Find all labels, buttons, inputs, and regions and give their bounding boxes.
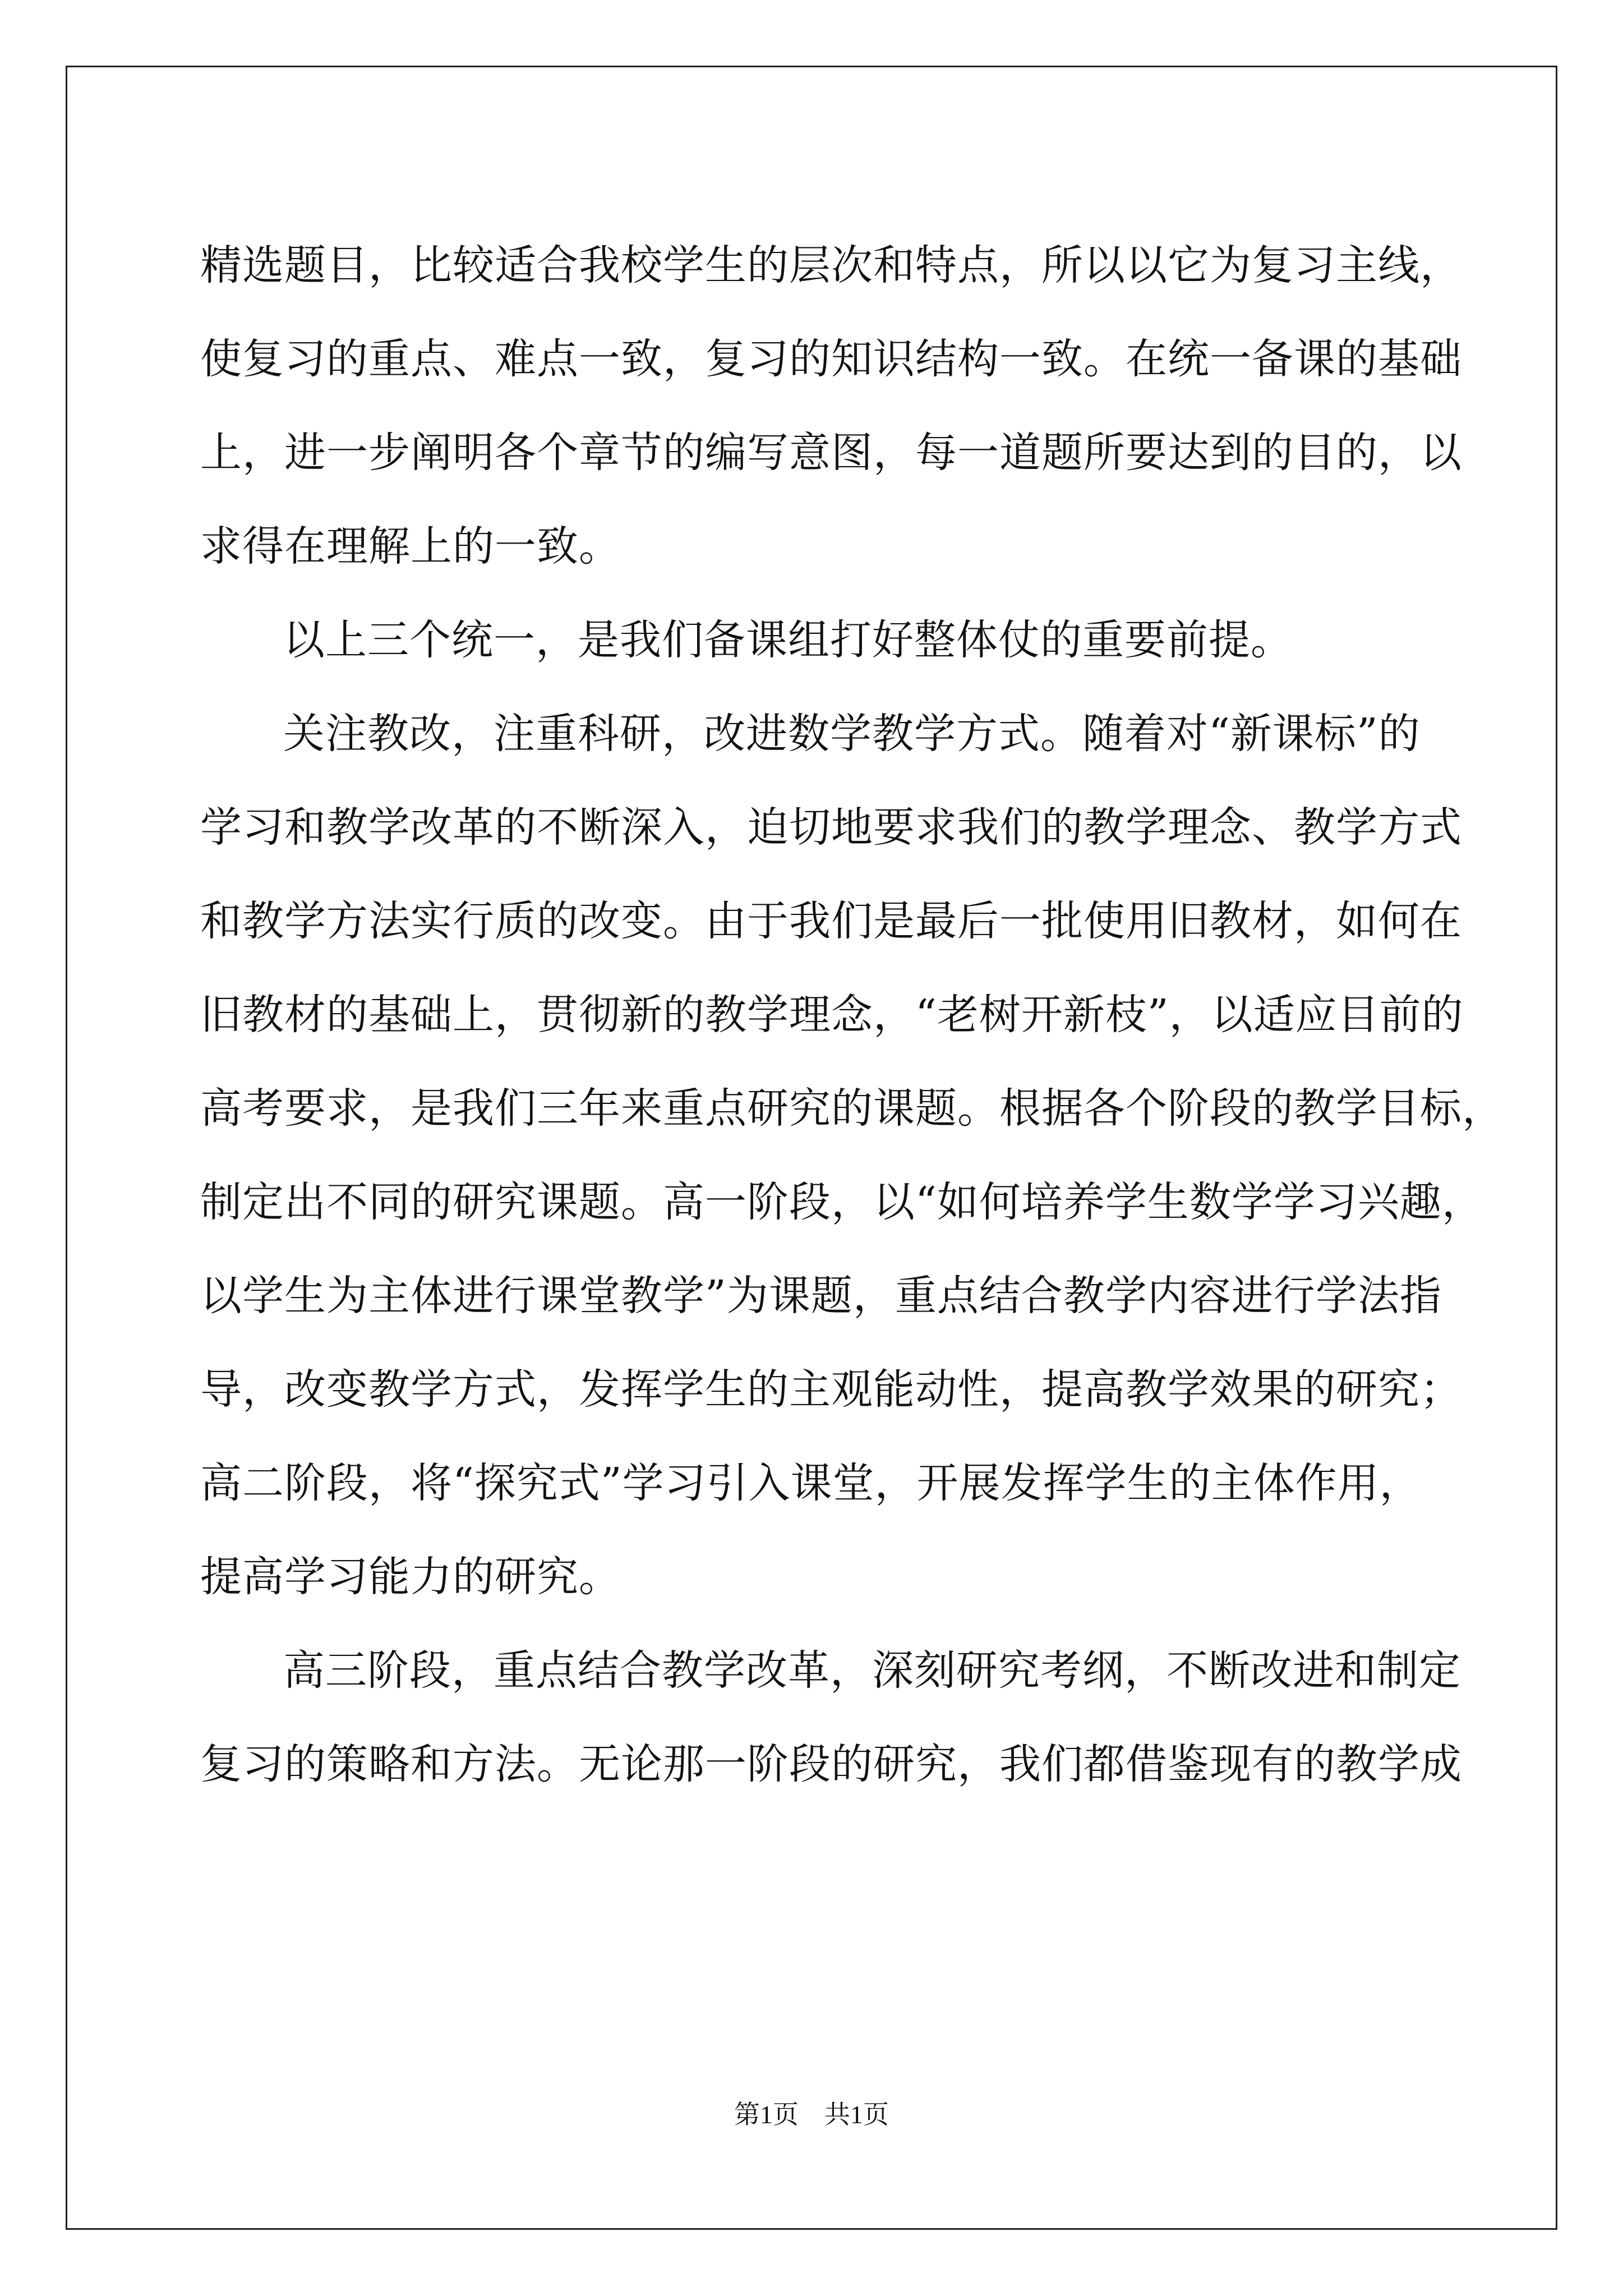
text-line: 高二阶段，将“探究式”学习引入课堂，开展发挥学生的主体作用，: [200, 1459, 1422, 1507]
text-line: 旧教材的基础上，贯彻新的教学理念，“老树开新枝”，以适应目前的: [200, 991, 1464, 1039]
text-line: 使复习的重点、难点一致，复习的知识结构一致。在统一备课的基础: [200, 335, 1462, 383]
paragraph: [200, 687, 1504, 1624]
text-line: 上，进一步阐明各个章节的编写意图，每一道题所要达到的目的，以: [200, 429, 1462, 477]
paragraph: [200, 593, 1434, 687]
text-line: 求得在理解上的一致。: [200, 522, 621, 570]
text-line: 以上三个统一，是我们备课组打好整体仗的重要前提。: [283, 616, 1293, 664]
text-line: 提高学习能力的研究。: [200, 1553, 621, 1601]
text-line: 制定出不同的研究课题。高一阶段，以“如何培养学生数学学习兴趣，: [200, 1178, 1484, 1226]
page-footer: 第1页 共1页: [734, 2100, 889, 2129]
text-line: 导，改变教学方式，发挥学生的主观能动性，提高教学效果的研究；: [200, 1365, 1462, 1414]
text-line: 以学生为主体进行课堂教学”为课题，重点结合教学内容进行学法指: [200, 1272, 1442, 1320]
paragraph: [200, 219, 1462, 593]
text-line: 和教学方法实行质的改变。由于我们是最后一批使用旧教材，如何在: [200, 897, 1462, 945]
text-line: 高考要求，是我们三年来重点研究的课题。根据各个阶段的教学目标，: [200, 1084, 1504, 1133]
text-line: 关注教改，注重科研，改进数学教学方式。随着对“新课标”的: [283, 710, 1421, 758]
text-line: 高三阶段，重点结合教学改革，深刻研究考纲，不断改进和制定: [283, 1646, 1461, 1695]
text-line: 学习和教学改革的不断深入，迫切地要求我们的教学理念、教学方式: [200, 803, 1462, 852]
text-line: 复习的策略和方法。无论那一阶段的研究，我们都借鉴现有的教学成: [200, 1740, 1462, 1788]
paragraph: [200, 1624, 1462, 1811]
document-body: [200, 219, 1504, 1811]
text-line: 精选题目，比较适合我校学生的层次和特点，所以以它为复习主线，: [200, 241, 1462, 289]
